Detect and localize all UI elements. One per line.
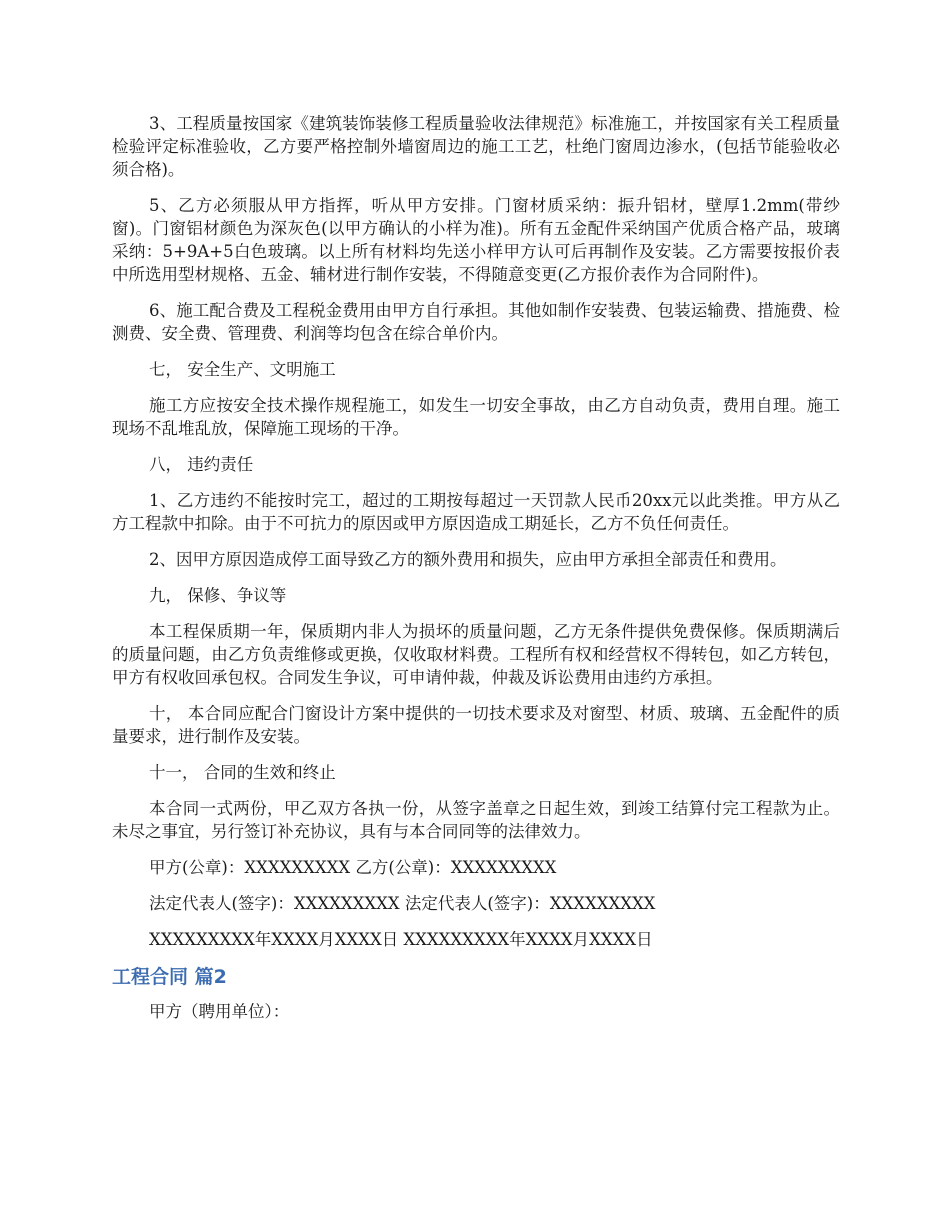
clause-6-fees: 6、施工配合费及工程税金费用由甲方自行承担。其他如制作安装费、包装运输费、措施费、检测费、安全费、管理费、利润等均包含在综合单价内。 (112, 301, 840, 343)
signature-seal-line: 甲方(公章)：XXXXXXXXX 乙方(公章)：XXXXXXXXX (149, 858, 557, 877)
section-10-body: 十， 本合同应配合门窗设计方案中提供的一切技术要求及对窗型、材质、玻璃、五金配件的质量要求，进行制作及安装。 (112, 704, 840, 746)
section-7-body: 施工方应按安全技术操作规程施工，如发生一切安全事故，由乙方自动负责，费用自理。施工现场不乱堆乱放，保障施工现场的干净。 (112, 396, 840, 438)
clause-3-quality: 3、工程质量按国家《建筑装饰装修工程质量验收法律规范》标准施工，并按国家有关工程质量检验评定标准验收，乙方要严格控制外墙窗周边的施工工艺，杜绝门窗周边渗水，(包括节能验收必须合格)。 (112, 114, 840, 179)
section-9-body: 本工程保质期一年，保质期内非人为损坏的质量问题，乙方无条件提供免费保修。保质期满后的质量问题，由乙方负责维修或更换，仅收取材料费。工程所有权和经营权不得转包，如乙方转包，甲方有权收回承包权。合同发生争议，可申请仲裁，仲裁及诉讼费用由违约方承担。 (112, 622, 840, 687)
section-11-title: 十一， 合同的生效和终止 (149, 763, 336, 782)
signature-date-line: XXXXXXXXX年XXXX月XXXX日 XXXXXXXXX年XXXX月XXXX日 (149, 930, 653, 949)
section-8-clause-2: 2、因甲方原因造成停工面导致乙方的额外费用和损失，应由甲方承担全部责任和费用。 (149, 550, 787, 569)
document-page (112, 112, 840, 1036)
section-heading: 工程合同 篇2 (112, 966, 227, 988)
signature-representative-line: 法定代表人(签字)：XXXXXXXXX 法定代表人(签字)：XXXXXXXXX (149, 894, 656, 913)
clause-5-materials: 5、乙方必须服从甲方指挥，听从甲方安排。门窗材质采纳：振升铝材，壁厚1.2mm(带纱窗)。门窗铝材颜色为深灰色(以甲方确认的小样为准)。所有五金配件采纳国产优质合格产品，玻璃采纳：5+9A+5白色玻璃。以上所有材料均先送小样甲方认可后再制作及安装。乙方需要按报价表中所选用型材规格、五金、辅材进行制作安装，不得随意变更(乙方报价表作为合同附件)。 (112, 196, 840, 284)
section-8-clause-1: 1、乙方违约不能按时完工，超过的工期按每超过一天罚款人民币20xx元以此类推。甲方从乙方工程款中扣除。由于不可抗力的原因或甲方原因造成工期延长，乙方不负任何责任。 (112, 491, 840, 533)
section-7-title: 七， 安全生产、文明施工 (149, 360, 336, 379)
section-9-title: 九， 保修、争议等 (149, 586, 287, 605)
section-8-title: 八， 违约责任 (149, 455, 254, 474)
section-11-body: 本合同一式两份，甲乙双方各执一份，从签字盖章之日起生效，到竣工结算付完工程款为止。未尽之事宜，另行签订补充协议，具有与本合同同等的法律效力。 (112, 799, 840, 841)
party-a-line: 甲方（聘用单位）： (149, 1002, 290, 1021)
